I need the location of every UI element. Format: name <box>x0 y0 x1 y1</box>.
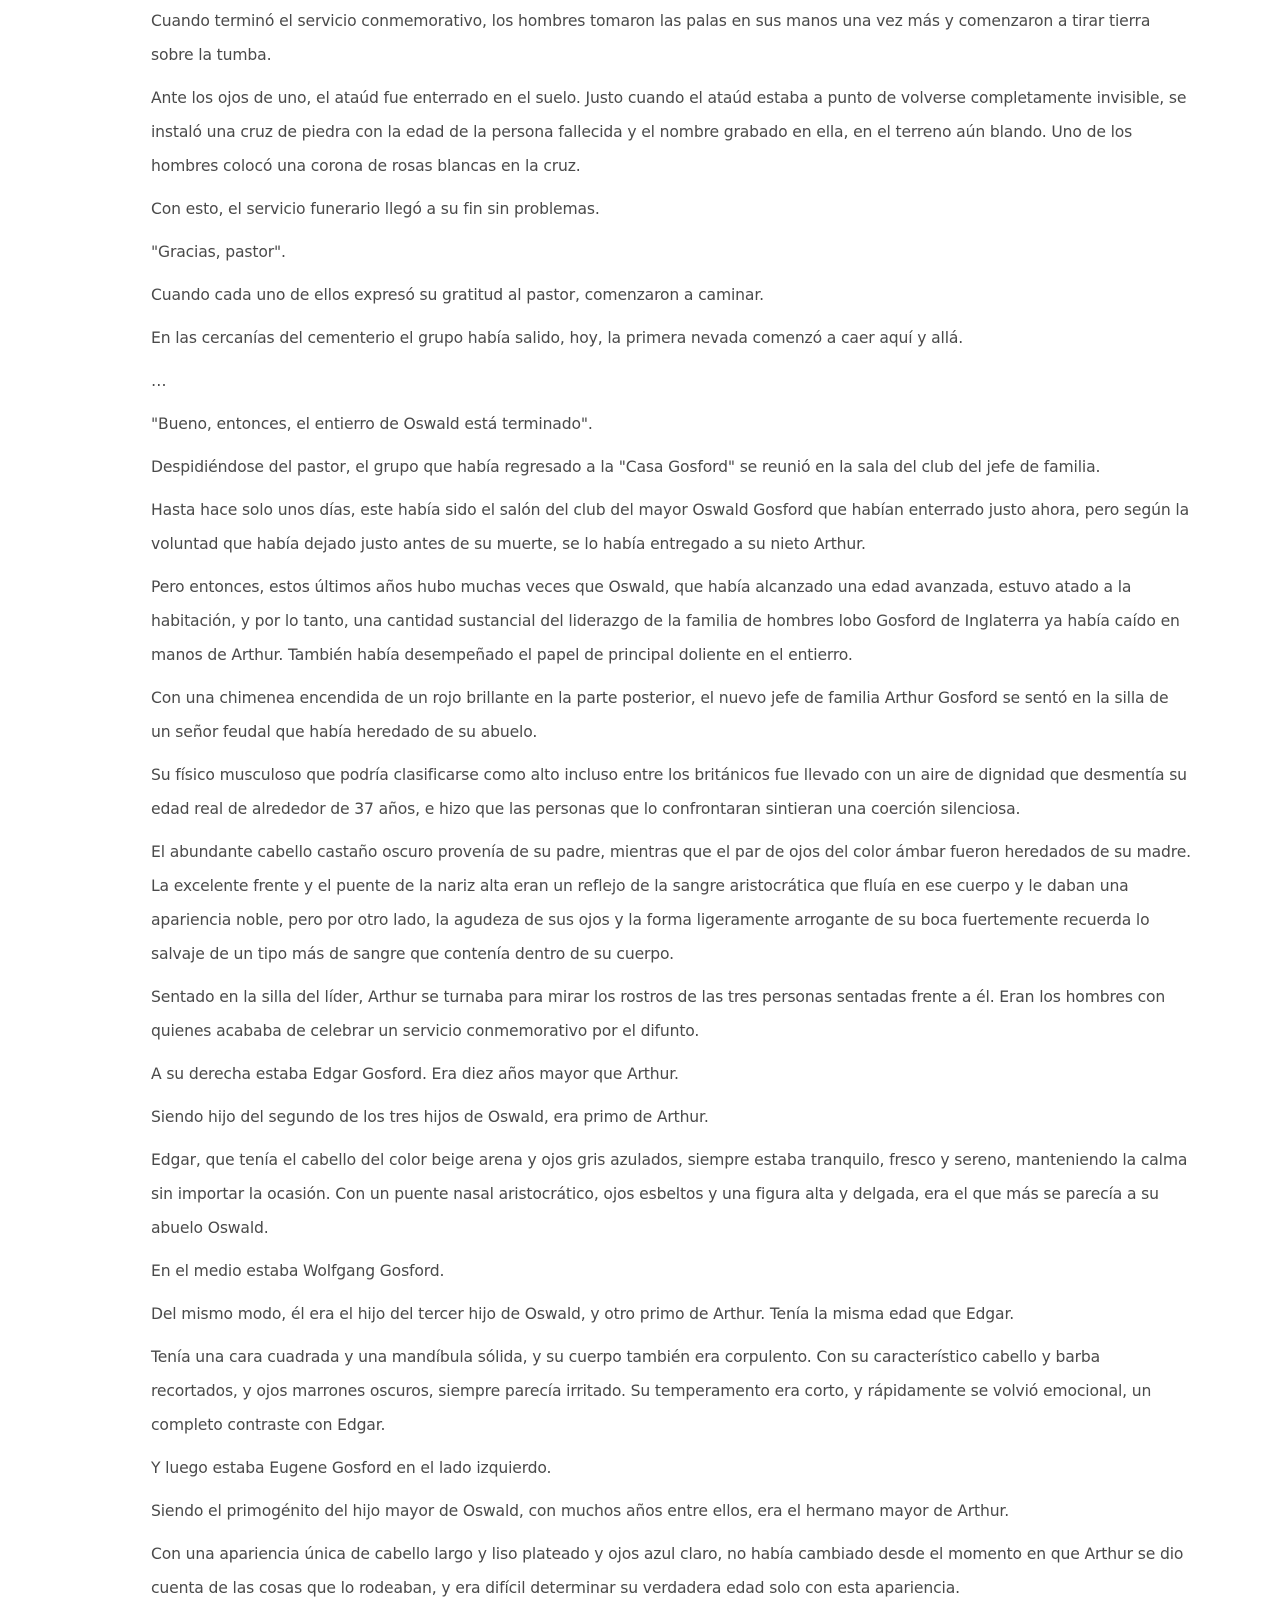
paragraph: Hasta hace solo unos días, este había sido el salón del club del mayor Oswald Gosford que habían enterrado justo ahora, pero según la voluntad que había dejado justo antes de su muerte, se lo había entregado a su nieto Arthur. <box>151 501 1189 553</box>
paragraph: Con una apariencia única de cabello largo y liso plateado y ojos azul claro, no había cambiado desde el momento en que Arthur se dio cuenta de las cosas que lo rodeaban, y era difícil determinar su verdadera edad solo con esta apariencia. <box>151 1545 1184 1597</box>
article-body <box>151 4 1191 1614</box>
paragraph: Con esto, el servicio funerario llegó a su fin sin problemas. <box>151 200 600 218</box>
paragraph: Edgar, que tenía el cabello del color beige arena y ojos gris azulados, siempre estaba tranquilo, fresco y sereno, manteniendo la calma sin importar la ocasión. Con un puente nasal aristocrático, ojos esbeltos y una figura alta y delgada, era el que más se parecía a su abuelo Oswald. <box>151 1151 1188 1237</box>
paragraph: Su físico musculoso que podría clasificarse como alto incluso entre los británicos fue llevado con un aire de dignidad que desmentía su edad real de alrededor de 37 años, e hizo que las personas que lo confrontaran sintieran una coerción silenciosa. <box>151 766 1187 818</box>
paragraph: "Bueno, entonces, el entierro de Oswald está terminado". <box>151 415 593 433</box>
paragraph: Del mismo modo, él era el hijo del tercer hijo de Oswald, y otro primo de Arthur. Tenía la misma edad que Edgar. <box>151 1305 1015 1323</box>
paragraph: "Gracias, pastor". <box>151 243 286 261</box>
paragraph: Sentado en la silla del líder, Arthur se turnaba para mirar los rostros de las tres personas sentadas frente a él. Eran los hombres con quienes acababa de celebrar un servicio conmemorativo por el difunto. <box>151 988 1166 1040</box>
paragraph: En las cercanías del cementerio el grupo había salido, hoy, la primera nevada comenzó a caer aquí y allá. <box>151 329 964 347</box>
paragraph: En el medio estaba Wolfgang Gosford. <box>151 1262 445 1280</box>
paragraph: Tenía una cara cuadrada y una mandíbula sólida, y su cuerpo también era corpulento. Con su característico cabello y barba recortados, y ojos marrones oscuros, siempre parecía irritado. Su temperamento era corto, y rápidamente se volvió emocional, un completo contraste con Edgar. <box>151 1348 1152 1434</box>
paragraph: Ante los ojos de uno, el ataúd fue enterrado en el suelo. Justo cuando el ataúd estaba a punto de volverse completamente invisible, se instaló una cruz de piedra con la edad de la persona fallecida y el nombre grabado en ella, en el terreno aún blando. Uno de los hombres colocó una corona de rosas blancas en la cruz. <box>151 89 1187 175</box>
paragraph: Pero entonces, estos últimos años hubo muchas veces que Oswald, que había alcanzado una edad avanzada, estuvo atado a la habitación, y por lo tanto, una cantidad sustancial del liderazgo de la familia de hombres lobo Gosford de Inglaterra ya había caído en manos de Arthur. También había desempeñado el papel de principal doliente en el entierro. <box>151 578 1180 664</box>
paragraph: Cuando terminó el servicio conmemorativo, los hombres tomaron las palas en sus manos una vez más y comenzaron a tirar tierra sobre la tumba. <box>151 12 1151 64</box>
paragraph: Cuando cada uno de ellos expresó su gratitud al pastor, comenzaron a caminar. <box>151 286 764 304</box>
paragraph: Siendo el primogénito del hijo mayor de Oswald, con muchos años entre ellos, era el hermano mayor de Arthur. <box>151 1502 1010 1520</box>
paragraph: Siendo hijo del segundo de los tres hijos de Oswald, era primo de Arthur. <box>151 1108 709 1126</box>
paragraph: Con una chimenea encendida de un rojo brillante en la parte posterior, el nuevo jefe de familia Arthur Gosford se sentó en la silla de un señor feudal que había heredado de su abuelo. <box>151 689 1169 741</box>
paragraph: Despidiéndose del pastor, el grupo que había regresado a la "Casa Gosford" se reunió en la sala del club del jefe de familia. <box>151 458 1101 476</box>
paragraph: Y luego estaba Eugene Gosford en el lado izquierdo. <box>151 1459 552 1477</box>
paragraph: A su derecha estaba Edgar Gosford. Era diez años mayor que Arthur. <box>151 1065 679 1083</box>
scene-break: … <box>151 372 167 390</box>
paragraph: El abundante cabello castaño oscuro provenía de su padre, mientras que el par de ojos del color ámbar fueron heredados de su madre. La excelente frente y el puente de la nariz alta eran un reflejo de la sangre aristocrática que fluía en ese cuerpo y le daban una apariencia noble, pero por otro lado, la agudeza de sus ojos y la forma ligeramente arrogante de su boca fuertemente recuerda lo salvaje de un tipo más de sangre que contenía dentro de su cuerpo. <box>151 843 1191 963</box>
